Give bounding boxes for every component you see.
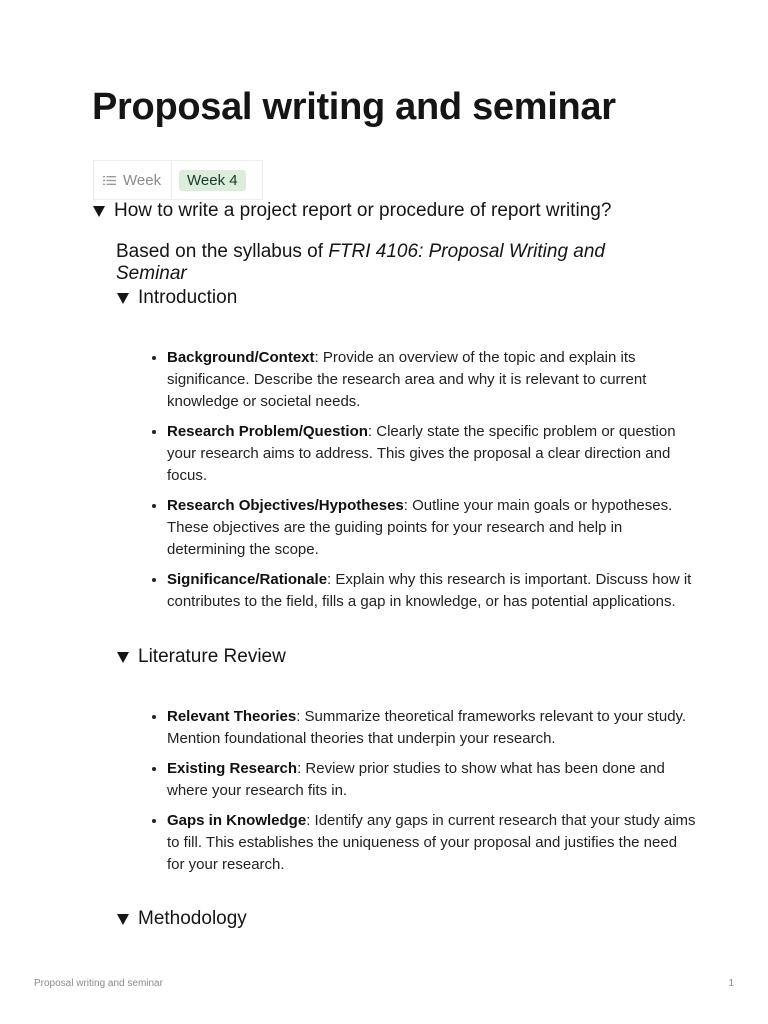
list-item-term: Background/Context — [167, 349, 315, 366]
list-item-term: Relevant Theories — [167, 708, 297, 725]
list-item — [167, 706, 697, 750]
list-item — [167, 347, 697, 413]
property-key[interactable] — [94, 161, 172, 199]
introduction-list — [144, 347, 697, 621]
list-item-text: : Review prior studies to show what has been done and where your research fits in. — [167, 760, 665, 799]
toggle-label: How to write a project report or procedure of report writing? — [114, 200, 612, 221]
list-item — [167, 495, 697, 561]
literature-review-list — [144, 706, 697, 884]
week-tag[interactable]: Week 4 — [179, 170, 246, 191]
list-item-term: Significance/Rationale — [167, 571, 328, 588]
toggle-triangle-icon[interactable] — [117, 914, 129, 925]
list-item-term: Research Objectives/Hypotheses — [167, 497, 404, 514]
toggle-triangle-icon[interactable] — [93, 206, 105, 217]
list-item-term: Existing Research — [167, 760, 298, 777]
list-item-text: : Identify any gaps in current research that your study aims to fill. This establishes the uniqueness of your proposal and justifies the need for your research. — [167, 812, 696, 873]
list-item-text: : Provide an overview of the topic and explain its significance. Describe the research area and why it is relevant to current knowledge or societal needs. — [167, 349, 647, 410]
toggle-triangle-icon[interactable] — [117, 652, 129, 663]
syllabus-prefix: Based on the syllabus of — [116, 241, 329, 262]
section-heading: Methodology — [138, 908, 247, 929]
property-value[interactable] — [172, 161, 262, 199]
list-item — [167, 421, 697, 487]
toggle-triangle-icon[interactable] — [117, 293, 129, 304]
toggle-methodology[interactable] — [117, 908, 247, 930]
list-item-text: : Outline your main goals or hypotheses. These objectives are the guiding points for your research and help in determining the scope. — [167, 497, 673, 558]
toggle-report-writing[interactable] — [93, 200, 611, 222]
list-item — [167, 810, 697, 876]
section-heading: Introduction — [138, 287, 238, 308]
course-name: FTRI 4106: Proposal Writing and Seminar — [116, 241, 605, 284]
property-key-label: Week — [123, 171, 162, 189]
list-item-text: : Summarize theoretical frameworks relevant to your study. Mention foundational theories that underpin your research. — [167, 708, 687, 747]
list-item-text: : Explain why this research is important. Discuss how it contributes to the field, fills a gap in knowledge, or has potential applications. — [167, 571, 692, 610]
toggle-introduction[interactable] — [117, 287, 237, 309]
page-title: Proposal writing and seminar — [92, 86, 616, 128]
list-item-term: Research Problem/Question — [167, 423, 368, 440]
property-row-week[interactable] — [93, 160, 263, 200]
footer-doc-title: Proposal writing and seminar — [34, 978, 163, 989]
list-item-term: Gaps in Knowledge — [167, 812, 307, 829]
syllabus-note — [116, 241, 676, 285]
section-heading: Literature Review — [138, 646, 286, 667]
list-item — [167, 758, 697, 802]
list-item — [167, 569, 697, 613]
list-item-text: : Clearly state the specific problem or question your research aims to address. This gives the proposal a clear direction and focus. — [167, 423, 676, 484]
list-icon — [103, 173, 116, 190]
toggle-literature-review[interactable] — [117, 646, 286, 668]
footer-page-number: 1 — [728, 978, 734, 989]
